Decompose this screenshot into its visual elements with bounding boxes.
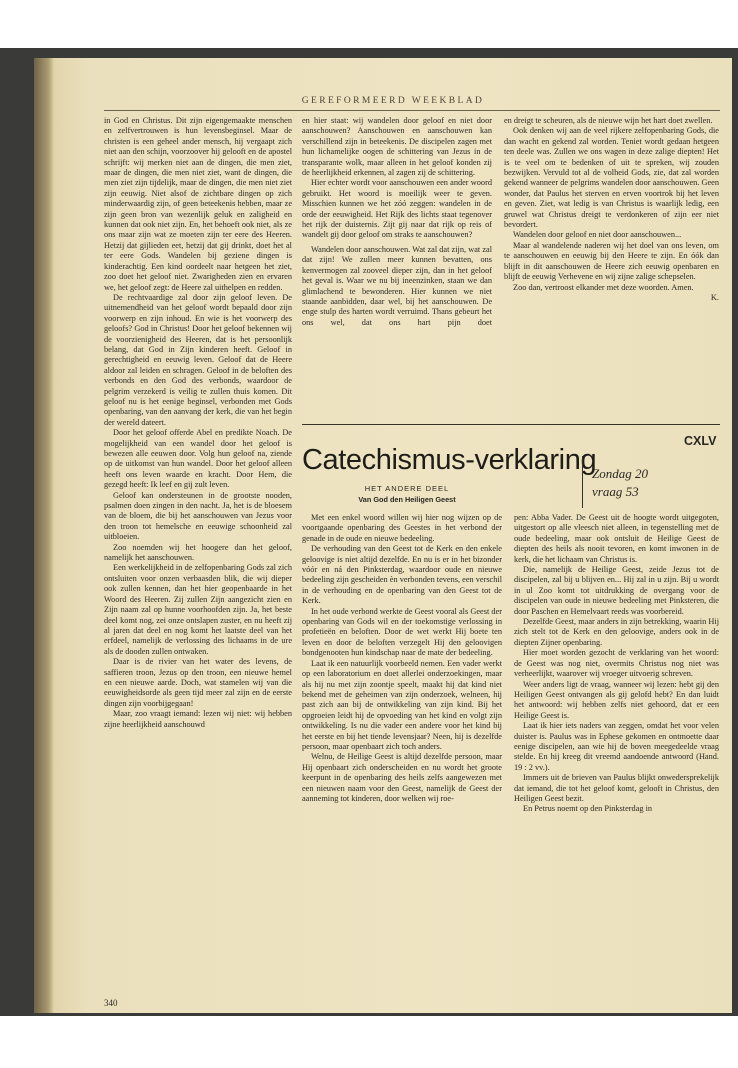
paragraph: Die, namelijk de Heilige Geest, zeide Jezus tot de discipelen, zal bij u blijven en... Hij zal in u zijn. Bij u wordt in ul Zoo komt tot uitdrukking de overgang voor de discipelen van oude in nieuwe bedeeling met Pinksteren, die door Paschen en Hemelvaart reeds was voorbereid. [514,565,719,616]
header-rule [104,110,720,111]
running-header: GEREFORMEERD WEEKBLAD [301,96,485,106]
paragraph: Met een enkel woord willen wij hier nog wijzen op de voortgaande openbaring des Geestes in het verbond der genade in de oude en nieuwe bedeeling. [302,513,502,543]
paragraph: De rechtvaardige zal door zijn geloof leven. De uitnemendheid van het geloof wordt bepaald door zijn voorwerp en zijn inhoud. En wie is het voorwerp des geloofs? God in Christus! Door het geloof bekennen wij de voorzienigheid des Heeren, dat is het persoonlijk belang, dat God in Zijn kinderen heeft. Geloof in gerechtigheid en eeuwig leven. Geloof dat de Heere aldoor zal leiden en schragen. Geloof in de beloften des verbonds en den God des verbonds, waardoor de pelgrim verzekerd is veilig te zullen thuis komen. Dit geloof nu is het eenige beginsel, verbonden met Gods openbaring, van den aanvang der kerk, die van het begin der wereld dateert. [104,292,292,427]
paragraph: Welnu, de Heilige Geest is altijd dezelfde persoon, maar Hij openbaart zich onderscheiden en nu wordt het groote keerpunt in de openbaring des heils zelfs aangewezen met een nieuwen naam voor den Geest, namelijk de Geest der aanneming tot kinderen, door welken wij roe- [302,752,502,803]
paragraph: pen: Abba Vader. De Geest uit de hoogte wordt uitgegoten, uitgestort op alle vleesch niet alleen, in tegenstelling met de oude bedeeling, maar ook ontsluit de Heilige Geest de diepten des heils als nooit tevoren, en komt inwonen in de kerk, die het lichaam van Christus is. [514,513,719,564]
section-title: Catechismus-verklaring [302,444,597,476]
paragraph: in God en Christus. Dit zijn eigengemaakte menschen en zelfvertrouwen is hun levensbeginsel. Maar de christen is een geheel ander mensch, hij vergaapt zich niet aan den schijn, voorzoover hij gelooft en de apostel schrijft: wij merken niet aan de dingen, die men ziet, maar de dingen, die men niet ziet, want de dingen, die men ziet zijn tijdelijk, maar de dingen, die men niet ziet zijn eeuwig. Niet alsof de zichtbare dingen op zich minderwaardig zijn, of geen beteekenis hebben, maar ze zijn geen bron van wezenlijk geluk en zaligheid en kunnen dat ook niet zijn. En, het behoeft ook niet, als ze ons maar zijn wat ze moeten zijn ter eere des Heeren. Hetzij dat gijlieden eet, hetzij dat gij drinkt, doet het al ter eere Gods. Wandelen bij geziene dingen is kinderachtig. Een kind oordeelt naar hetgeen het ziet, zoo doet het geloof niet. Zwarigheden zien en ervaren we, het geloof zegt: de Heere zal uithelpen en redden. [104,116,292,292]
section-subsubtitle: Van God den Heiligen Geest [358,495,456,504]
paragraph: Geloof kan ondersteunen in de grootste nooden, psalmen doen zingen in den nacht. Ja, het is de bloesem van de bloem, die bij het aanschouwen van Jezus voor den troon tot hemelsche en eeuwige schoonheid zal uitbloeien. [104,490,292,542]
article-column-4 [302,513,502,991]
paragraph: Zoo noemden wij het hoogere dan het geloof, namelijk het aanschouwen. [104,542,292,563]
title-divider [582,456,583,508]
paragraph: Laat ik een natuurlijk voorbeeld nemen. Een vader werkt op een laboratorium en doet allerlei onderzoekingen, maar als hij nu met zijn zoontje speelt, maakt hij dat kind niet bekend met de geheimen van zijn onderzoek, welneen, hij past zich aan bij de ontwikkeling van zijn kind. Bij het opgroeien leidt hij de opvoeding van het kind en volgt zijn ontwikkeling. Is nu die vader een andere voor het kind bij het eerste en bij het tiende levensjaar? Neen, hij is dezelfde persoon, maar openbaart zich toch anders. [302,658,502,751]
paragraph: Maar, zoo vraagt iemand: lezen wij niet: wij hebben zijne heerlijkheid aanschouwd [104,709,292,729]
paragraph: Daar is de rivier van het water des levens, de saffieren troon, Jezus op den troon, een nieuwe hemel en een nieuwe aarde. Doch, wat stamelen wij van die eeuwigheidsorde als geen tijd meer zal zijn en de eerste dingen zijn voorbijgegaan! [104,657,292,708]
paragraph: Hier echter wordt voor aanschouwen een ander woord gebruikt. Het woord is moeilijk weer te geven. Misschien kunnen we het zóó zeggen: wandelen in de orde der eeuwigheid. Het Rijk des lichts staat tegenover het rijk der duisternis. Zijt gij naar dat rijk op reis of wandelt gij door geloof om straks te aanschouwen? [302,178,492,240]
paragraph: De verhouding van den Geest tot de Kerk en den enkele geloovige is niet altijd dezelfde. En nu is er in het bizonder vóór en ná den Pinksterdag, waardoor oude en nieuwe bedeeling zijn gescheiden èn verbonden tevens, een verschil in de verhouding en de openbaring van den Geest tot de Kerk. [302,544,502,606]
sunday-label: Zondag 20 [592,466,648,481]
paragraph: Laat ik hier iets naders van zeggen, omdat het voor velen duister is. Paulus was in Ephese gekomen en ontmoette daar eenige discipelen, aan wie hij de boven meegedeelde vraag stelde. En hij kreeg dit vreemd aandoende antwoord (Hand. 19 : 2 vv.). [514,721,719,772]
paragraph: Immers uit de brieven van Paulus blijkt onwedersprekelijk dat iemand, die tot het geloof komt, gelooft in Christus, den Heiligen Geest bezit. [514,773,719,803]
article-column-3: en dreigt te scheuren, als de nieuwe wijn het hart doet zwellen. Ook denken wij aan de veel rijkere zelfopenbaring Gods, die dan wacht en gekend zal worden. Teniet wordt gedaan hetgeen ten deele was. Zullen we ons wagen in deze zalige diepten! Het is te veel om te bedenken of uit te spreken, wij zouden bezwijken. Vervuld tot al de volheid Gods, zie, dat zal worden gekend wanneer de pelgrims wandelen door aanschouwen. Geen wonder, dat Paulus het sterven en erven voortrok bij het leven en geven. Ziet, wat ledig is van Christus is waarlijk ledig, een gruwel wat Christus dreigt te verdonkeren of zijn eer niet bevordert. Wandelen door geloof en niet door aanschouwen... Maar al wandelende naderen wij het doel van ons leven, om te aanschouwen en eeuwig bij den Heere te zijn. En óók dan blijft in dit aanschouwen de Heere zich eeuwig openbaren en blijft de eeuwig Verhevene en wij zijne zalige schepselen. Zoo dan, vertroost elkander met deze woorden. Amen. K. [504,116,719,302]
paragraph: Zoo dan, vertroost elkander met deze woorden. Amen. [513,282,694,292]
paragraph: en hier staat: wij wandelen door geloof en niet door aanschouwen? Aanschouwen en aanschouwen kan verschillend zijn in beteekenis. De discipelen zagen met hun lichamelijke oogen de schittering van Jezus in de transparante wolk, maar alleen in het geloof konden zij de heerlijkheid erkennen, al zagen zij de schittering. [302,116,492,178]
paragraph: En Petrus noemt op den Pinksterdag in [523,804,653,814]
paragraph: Hier moet worden gezocht de verklaring van het woord: de Geest was nog niet, overmits Christus nog niet was verheerlijkt, waarover wij vroeger uitvoerig schreven. [514,648,719,679]
paragraph: Dezelfde Geest, maar anders in zijn betrekking, waarin Hij zich stelt tot de Kerk en den geloovige, anders ook in de diepten Zijner openbaring. [514,617,719,647]
section-rule [302,424,720,425]
question-label: vraag 53 [592,484,639,499]
paragraph: Door het geloof offerde Abel en predikte Noach. De mogelijkheid van een wandel door het geloof is bewezen alle eeuwen door. Volg hun geloof na, ziende op de uitkomst van hun wandel. Door het geloof alleen heeft ons leven waarde en kracht. Door Hem, die gezegd heeft: Ik leef en gij zult leven. [104,428,292,490]
paragraph: en dreigt te scheuren, als de nieuwe wijn het hart doet zwellen. [504,116,713,125]
paragraph: Een werkelijkheid in de zelfopenbaring Gods zal zich ontsluiten voor onzen verbaasden blik, die wij dieper ook zullen kennen, dan het hier geopenbaarde in het Woord des Heeren. Zij zullen Zijn aangezicht zien en Zijn naam zal op hunne voorhoofden zijn. Ja, het beste deel komt nog, zei onze ontslapen zuster, en nu heeft zij al jaren dat deel en nog komt het laatste deel van het erfdeel, namelijk de verlossing des lichaams in de ure als de dooden zullen ontwaken. [104,563,292,656]
article-column-2 [302,116,492,421]
page-binding-shadow [34,58,54,1013]
section-number: CXLV [684,434,717,448]
paragraph: Weer anders ligt de vraag, wanneer wij lezen: hebt gij den Heiligen Geest ontvangen als gij gelofd hebt? En dan luidt het antwoord: wij hebben zelfs niet gehoord, dat er een Heilige Geest is. [514,679,719,720]
section-subtitle: HET ANDERE DEEL [364,484,450,493]
paragraph: Wandelen door geloof en niet door aanschouwen... [513,230,682,240]
newspaper-page [34,58,732,1013]
paragraph: In het oude verbond werkte de Geest vooral als Geest der openbaring van Gods wil en der toekomstige verlossing in profetieën en beloften. Door de wet werkt Hij boete ten leven en door de beloften verzegelt Hij den geloovigen bondgenooten hun kindschap naar de mate der bedeeling. [302,606,502,658]
article-column-5 [514,513,719,991]
paragraph: Ook denken wij aan de veel rijkere zelfopenbaring Gods, die dan wacht en gekend zal worden. Teniet wordt gedaan hetgeen ten deele was. Zullen we ons wagen in deze zalige diepten! Het is te veel om te bedenken of uit te spreken, wij zouden bezwijken. Vervuld tot al de volheid Gods, zie, dat zal worden gekend wanneer de pelgrims wandelen door aanschouwen. Geen wonder, dat Paulus het sterven en erven voortrok bij het leven en geven. Ziet, wat ledig is van Christus is waarlijk ledig, een gruwel wat Christus dreigt te verdonkeren of zijn eer niet bevordert. [504,126,719,230]
paragraph: Maar al wandelende naderen wij het doel van ons leven, om te aanschouwen en eeuwig bij den Heere te zijn. En óók dan blijft in dit aanschouwen de Heere zich eeuwig openbaren en blijft de eeuwig Verhevene en wij zijne zalige schepselen. [504,240,719,282]
paragraph: Wandelen door aanschouwen. Wat zal dat zijn, wat zal dat zijn! We zullen meer kunnen bevatten, ons kenvermogen zal zooveel dieper zijn, dan in het geloof het geval is. Waar we nu bij ineenzinken, staan we dan glimlachend te bewonderen. Hier kunnen we niet staande aanbidden, daar wel, bij het aanschouwen. De enge stulp des harten wordt verruimd. Thans gebeurt het ons wel, dat ons hart pijn doet [302,244,492,327]
article-column-1 [104,116,292,991]
page-number: 340 [104,998,118,1008]
